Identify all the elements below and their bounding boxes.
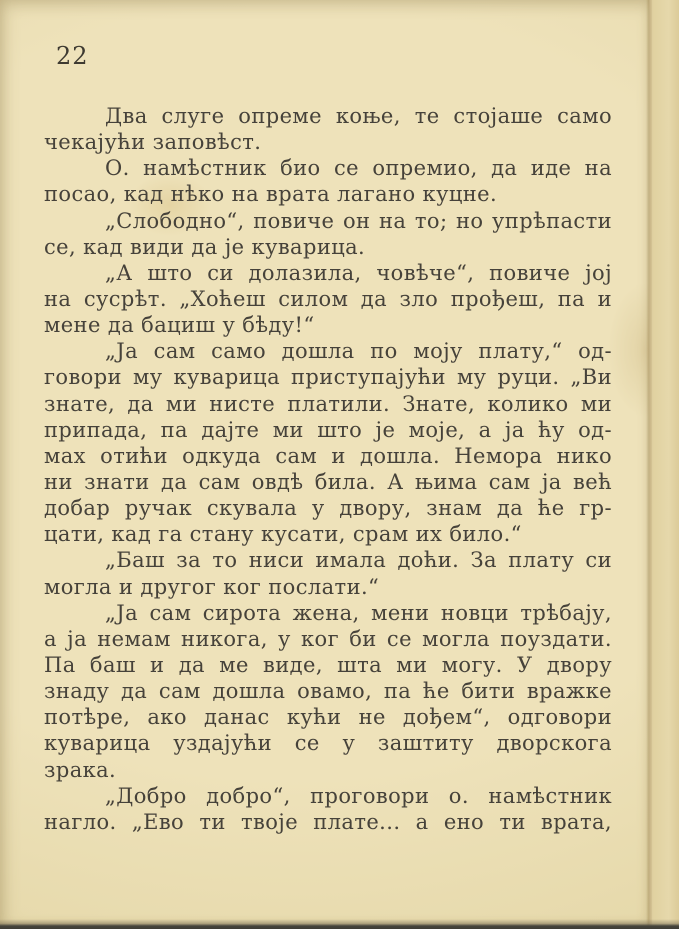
- text-line: чекајући заповѣст.: [44, 130, 262, 155]
- text-line: куварица уздајући се у заштиту дворскога: [44, 731, 612, 756]
- text-line: знаду да сам дошла овамо, па ће бити вражке: [44, 679, 612, 704]
- text-line: мах отићи одкуда сам и дошла. Немора нико: [44, 443, 612, 468]
- text-line: могла и другог ког послати.“: [44, 574, 380, 599]
- adjacent-page-edge: [653, 0, 679, 929]
- page-text-block: [44, 103, 612, 835]
- text-line: „Добро добро“, проговори о. намѣстник: [105, 783, 612, 808]
- text-line: „А што си долазила, човѣче“, повиче јој: [105, 260, 612, 285]
- text-line: „Баш за то ниси имала доћи. За плату си: [105, 548, 612, 573]
- text-line: Па баш и да ме виде, шта ми могу. У двору: [44, 652, 612, 677]
- text-line: посао, кад нѣко на врата лагано куцне.: [44, 182, 498, 207]
- page-fold-crease: [646, 0, 653, 929]
- text-line: О. намѣстник био се опремио, да иде на: [105, 156, 612, 181]
- text-line: нагло. „Ево ти твоје плате... а ено ти врата,: [44, 809, 612, 834]
- text-line: „Слободно“, повиче он на то; но упрѣпасти: [105, 208, 612, 233]
- text-line: на сусрѣт. „Хоћеш силом да зло прођеш, па и: [44, 286, 612, 311]
- page-number: 22: [56, 42, 89, 70]
- text-line: Два слуге опреме коње, те стојаше само: [105, 104, 612, 128]
- text-line: ни знати да сам овдѣ била. А њима сам ја већ: [44, 469, 612, 494]
- text-line: „Ја сам само дошла по моју плату,“ од-: [105, 339, 612, 364]
- text-line: говори му куварица приступајући му руци. „Ви: [44, 365, 612, 390]
- text-line: „Ја сам сирота жена, мени новци трѣбају,: [105, 600, 612, 625]
- text-line: потѣре, ако данас кући не дођем“, одговори: [44, 705, 612, 730]
- text-line: а ја немам никога, у ког би се могла поуздати.: [44, 626, 612, 651]
- text-line: зрака.: [44, 757, 117, 782]
- text-line: се, кад види да је куварица.: [44, 234, 366, 259]
- scan-bottom-edge: [0, 919, 679, 929]
- text-line: добар ручак скувала у двору, знам да ће гр-: [44, 496, 612, 521]
- text-line: цати, кад га стану кусати, срам их било.“: [44, 522, 522, 547]
- text-line: припада, па дајте ми што је моје, а ја ћу од-: [44, 417, 612, 442]
- text-line: знате, да ми нисте платили. Знате, колико ми: [44, 391, 612, 416]
- text-line: мене да бациш у бѣду!“: [44, 313, 315, 338]
